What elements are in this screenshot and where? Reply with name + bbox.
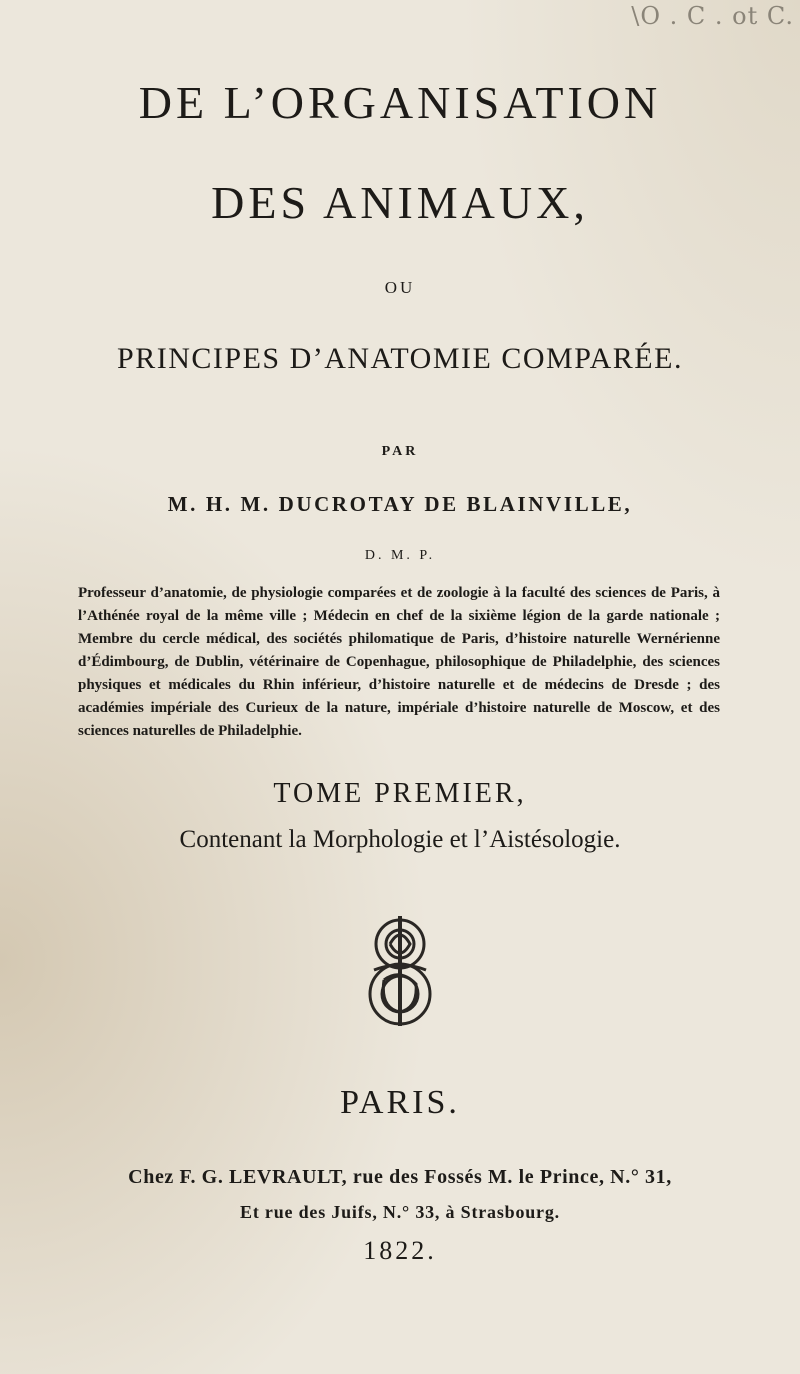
- title-line-1: DE L’ORGANISATION: [138, 77, 662, 128]
- title-line-3: PRINCIPES D’ANATOMIE COMPARÉE.: [117, 342, 683, 375]
- author-titles: Professeur d’anatomie, de physiologie comparées et de zoologie à la faculté des sciences de Paris, à l’Athénée royal de la même ville ; Médecin en chef de la sixième légion de la garde nationale ; Membre du cercle médical, des sociétés philomatique de Paris, d’histoire naturelle Wernérienne d’Édimbourg, de Dublin, vétérinaire de Copenhague, philosophique de Philadelphie, des sciences physiques et médicales du Rhin inférieur, d’histoire naturelle et de médecins de Dresde ; des académies impériale des Curieux de la nature, impériale d’histoire naturelle de Moscow, et des sciences naturelles de Philadelphie.: [78, 585, 720, 739]
- publisher-line-2: Et rue des Juifs, N.° 33, à Strasbourg.: [240, 1202, 560, 1222]
- publisher-line-1: Chez F. G. LEVRAULT, rue des Fossés M. le Prince, N.° 31,: [128, 1166, 672, 1188]
- author-name: M. H. M. DUCROTAY DE BLAINVILLE,: [167, 492, 633, 516]
- imprint-year: 1822.: [363, 1236, 437, 1265]
- printer-monogram-icon: [344, 910, 456, 1030]
- title-connector: OU: [384, 278, 416, 297]
- volume-contents: Contenant la Morphologie et l’Aistésologie.: [179, 826, 621, 853]
- volume-label: TOME PREMIER,: [273, 778, 527, 809]
- imprint-city: PARIS.: [340, 1084, 460, 1121]
- by-label: PAR: [381, 444, 419, 459]
- shelfmark-annotation: \O . C . ot C.: [631, 2, 794, 30]
- title-line-2: DES ANIMAUX,: [211, 177, 589, 228]
- author-degree: D. M. P.: [364, 548, 436, 563]
